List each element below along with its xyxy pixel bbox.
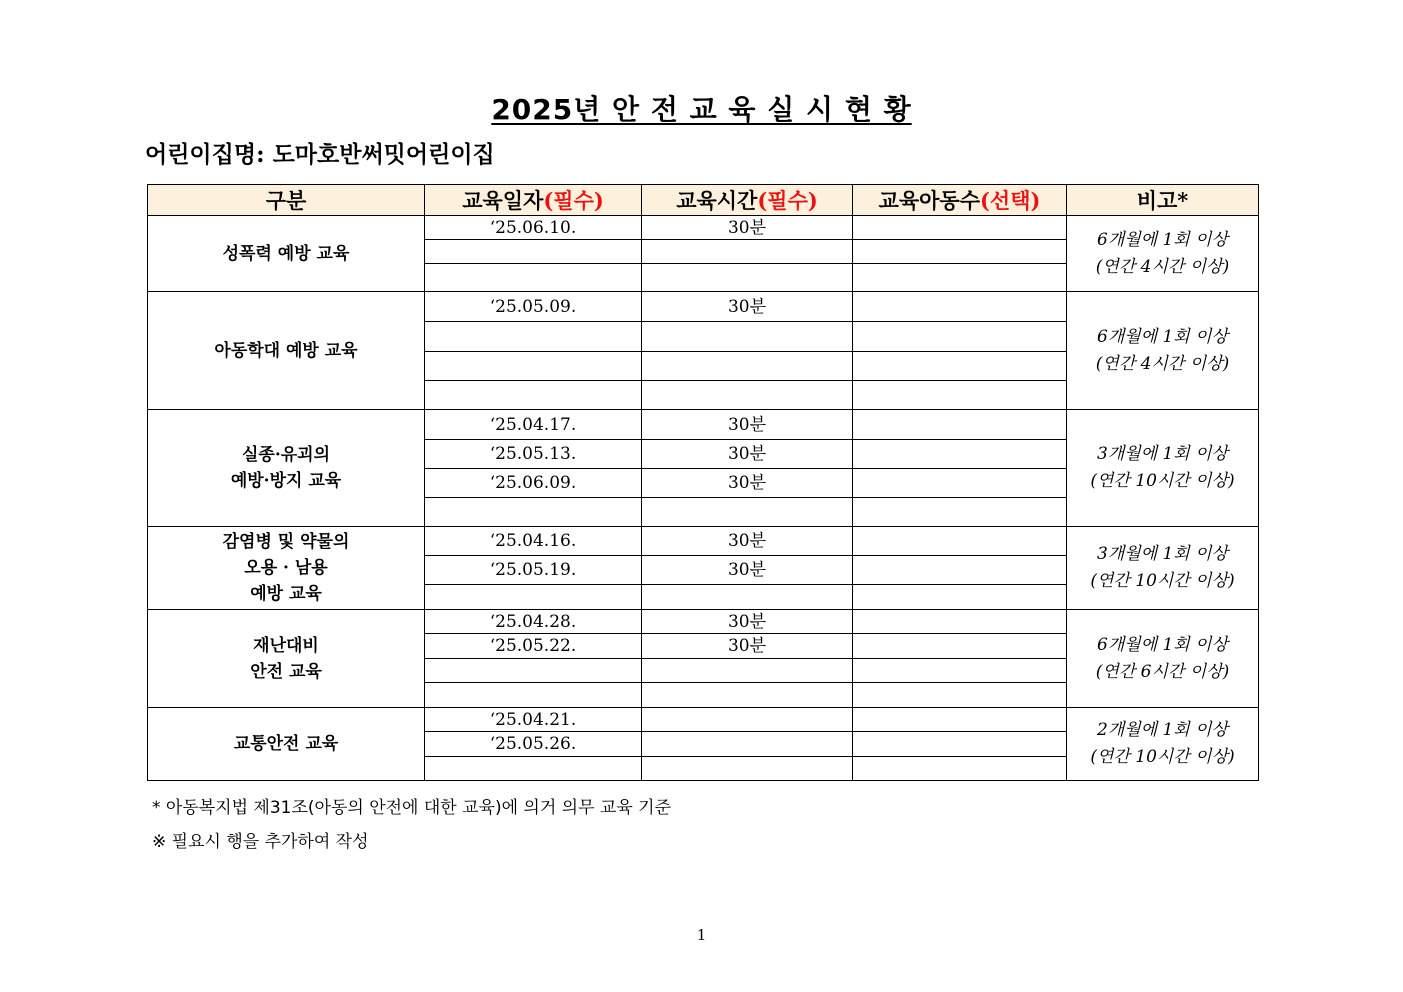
- time-cell: [642, 757, 853, 781]
- date-cell: ‘25.04.17.: [425, 410, 642, 440]
- remark-line: 3개월에 1회 이상: [1097, 544, 1228, 564]
- children-cell: [853, 556, 1067, 585]
- time-cell: 30분: [642, 440, 853, 469]
- time-cell: [642, 381, 853, 410]
- time-cell: [642, 264, 853, 292]
- children-cell: [853, 683, 1067, 708]
- date-cell: ‘25.05.09.: [425, 292, 642, 322]
- header-time: [642, 185, 853, 216]
- category-cell: [148, 410, 425, 527]
- time-cell: 30분: [642, 292, 853, 322]
- children-cell: [853, 322, 1067, 352]
- header-children-label: 교육아동수: [878, 188, 980, 213]
- children-cell: [853, 240, 1067, 264]
- category-cell: [148, 708, 425, 781]
- remark-line: (연간 6시간 이상): [1095, 661, 1230, 682]
- category-line: 예방 교육: [250, 584, 322, 604]
- category-cell: [148, 292, 425, 410]
- category-line: 교통안전 교육: [233, 734, 339, 754]
- remark-cell: [1067, 216, 1259, 292]
- date-cell: ‘25.06.10.: [425, 216, 642, 240]
- table-row: [148, 410, 1259, 440]
- children-cell: [853, 440, 1067, 469]
- date-cell: [425, 352, 642, 381]
- remark-cell: [1067, 410, 1259, 527]
- remark-line: 3개월에 1회 이상: [1097, 444, 1228, 464]
- header-category: 구분: [148, 185, 425, 216]
- header-time-required: (필수): [757, 188, 818, 213]
- time-cell: 30분: [642, 410, 853, 440]
- date-cell: [425, 381, 642, 410]
- date-cell: [425, 659, 642, 683]
- footnote-add-rows: ※ 필요시 행을 추가하여 작성: [152, 832, 369, 852]
- time-cell: [642, 240, 853, 264]
- category-line: 아동학대 예방 교육: [214, 340, 358, 361]
- children-cell: [853, 264, 1067, 292]
- children-cell: [853, 527, 1067, 556]
- remark-line: 6개월에 1회 이상: [1097, 326, 1228, 347]
- children-cell: [853, 292, 1067, 322]
- header-time-label: 교육시간: [676, 188, 758, 213]
- date-cell: ‘25.06.09.: [425, 469, 642, 498]
- children-cell: [853, 381, 1067, 410]
- time-cell: [642, 732, 853, 757]
- date-cell: ‘25.05.22.: [425, 634, 642, 659]
- table-row: [148, 292, 1259, 322]
- category-line: 재난대비: [253, 635, 319, 656]
- date-cell: [425, 683, 642, 708]
- time-cell: [642, 352, 853, 381]
- children-cell: [853, 410, 1067, 440]
- date-cell: ‘25.04.21.: [425, 708, 642, 732]
- date-cell: [425, 498, 642, 527]
- remark-line: (연간 10시간 이상): [1090, 747, 1235, 767]
- date-cell: [425, 322, 642, 352]
- date-cell: ‘25.04.28.: [425, 610, 642, 634]
- children-cell: [853, 585, 1067, 610]
- children-cell: [853, 498, 1067, 527]
- category-cell: [148, 527, 425, 610]
- time-cell: [642, 585, 853, 610]
- footnote-legal-basis: * 아동복지법 제31조(아동의 안전에 대한 교육)에 의거 의무 교육 기준: [152, 798, 672, 818]
- time-cell: 30분: [642, 610, 853, 634]
- header-remark: 비고*: [1067, 185, 1259, 216]
- category-line: 예방·방지 교육: [230, 471, 342, 491]
- table-row: [148, 527, 1259, 556]
- table-row: [148, 216, 1259, 240]
- header-date-required: (필수): [543, 188, 604, 213]
- header-date-label: 교육일자: [462, 188, 544, 213]
- remark-line: (연간 10시간 이상): [1090, 471, 1235, 491]
- date-cell: ‘25.04.16.: [425, 527, 642, 556]
- remark-line: (연간 4시간 이상): [1095, 353, 1230, 374]
- category-cell: [148, 610, 425, 708]
- page-number: 1: [696, 926, 707, 944]
- remark-line: 6개월에 1회 이상: [1097, 229, 1228, 250]
- date-cell: ‘25.05.13.: [425, 440, 642, 469]
- header-date: [425, 185, 642, 216]
- remark-cell: [1067, 527, 1259, 610]
- children-cell: [853, 757, 1067, 781]
- category-line: 실종·유괴의: [241, 445, 331, 465]
- time-cell: [642, 322, 853, 352]
- time-cell: [642, 498, 853, 527]
- table-row: [148, 610, 1259, 634]
- children-cell: [853, 610, 1067, 634]
- date-cell: ‘25.05.19.: [425, 556, 642, 585]
- time-cell: [642, 659, 853, 683]
- date-cell: [425, 757, 642, 781]
- time-cell: 30분: [642, 527, 853, 556]
- time-cell: 30분: [642, 634, 853, 659]
- category-cell: [148, 216, 425, 292]
- date-cell: [425, 240, 642, 264]
- table-row: [148, 708, 1259, 732]
- daycare-center-name: 어린이집명: 도마호반써밋어린이집: [145, 141, 495, 168]
- category-line: 감염병 및 약물의: [222, 532, 350, 552]
- time-cell: 30분: [642, 556, 853, 585]
- header-children: [853, 185, 1067, 216]
- category-line: 안전 교육: [250, 661, 322, 682]
- table-header-row: [148, 185, 1259, 216]
- time-cell: 30분: [642, 469, 853, 498]
- time-cell: 30분: [642, 216, 853, 240]
- remark-cell: [1067, 610, 1259, 708]
- date-cell: [425, 585, 642, 610]
- children-cell: [853, 708, 1067, 732]
- time-cell: [642, 708, 853, 732]
- children-cell: [853, 216, 1067, 240]
- children-cell: [853, 469, 1067, 498]
- date-cell: ‘25.05.26.: [425, 732, 642, 757]
- children-cell: [853, 634, 1067, 659]
- safety-education-table: [147, 184, 1259, 781]
- remark-line: (연간 4시간 이상): [1095, 256, 1230, 277]
- children-cell: [853, 352, 1067, 381]
- remark-line: 2개월에 1회 이상: [1097, 720, 1228, 740]
- header-children-optional: (선택): [979, 188, 1041, 213]
- date-cell: [425, 264, 642, 292]
- remark-line: (연간 10시간 이상): [1090, 571, 1235, 591]
- remark-cell: [1067, 292, 1259, 410]
- time-cell: [642, 683, 853, 708]
- children-cell: [853, 659, 1067, 683]
- category-line: 성폭력 예방 교육: [222, 243, 350, 264]
- page-title: 2025년 안 전 교 육 실 시 현 황: [491, 93, 912, 126]
- remark-cell: [1067, 708, 1259, 781]
- remark-line: 6개월에 1회 이상: [1097, 634, 1228, 655]
- children-cell: [853, 732, 1067, 757]
- category-line: 오용 · 남용: [244, 558, 328, 578]
